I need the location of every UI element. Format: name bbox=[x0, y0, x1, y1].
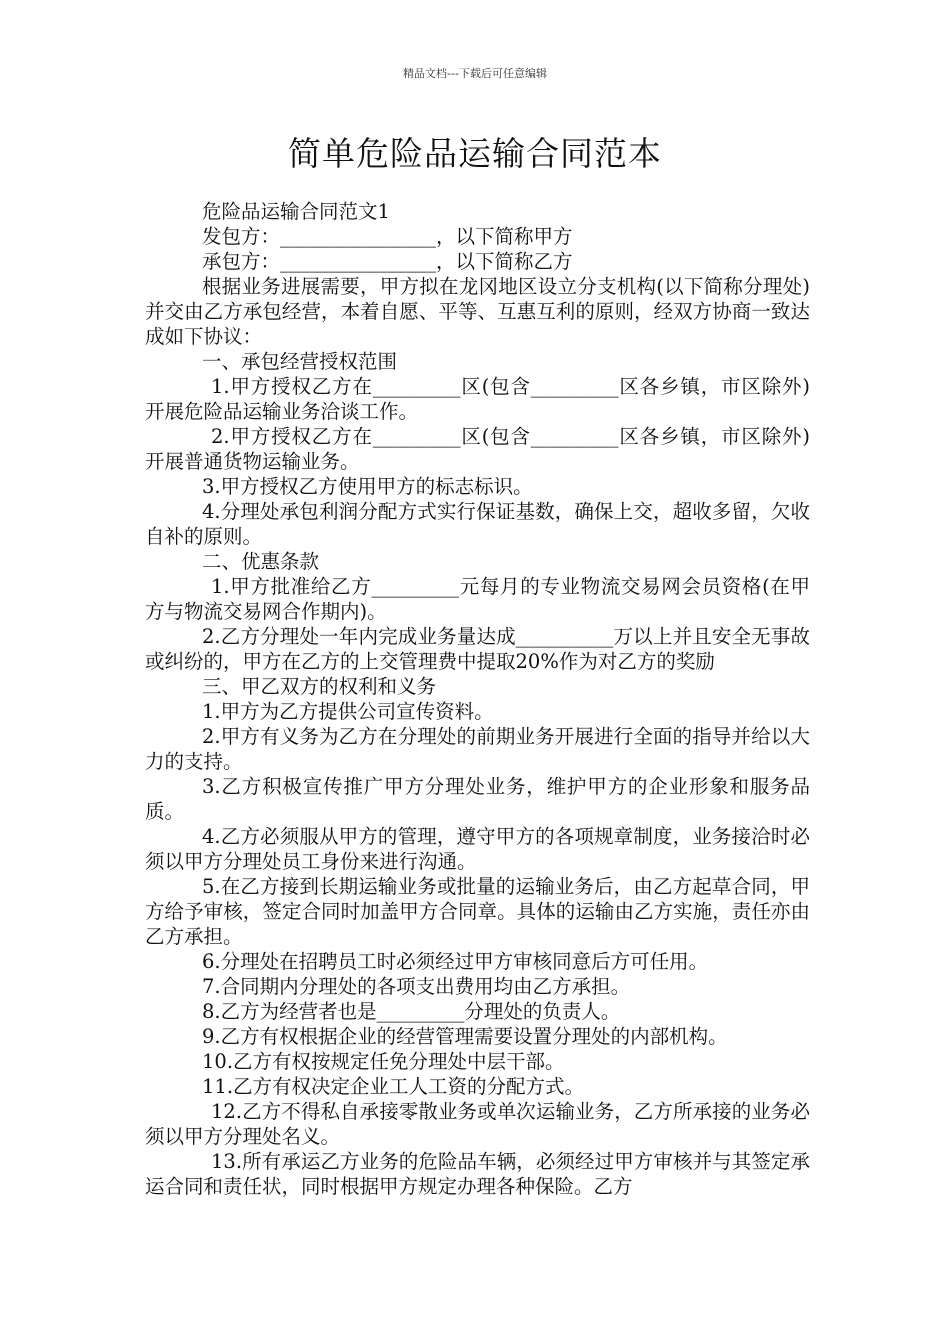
paragraph: 3.甲方授权乙方使用甲方的标志标识。 bbox=[202, 475, 533, 498]
document-body bbox=[145, 199, 810, 1199]
paragraph: 三、甲乙双方的权利和义务 bbox=[202, 675, 437, 698]
paragraph: 二、优惠条款 bbox=[202, 550, 320, 573]
paragraph: 1.甲方批准给乙方_________元每月的专业物流交易网会员资格(在甲方与物流交易网合作期内)。 bbox=[145, 575, 810, 623]
paragraph: 11.乙方有权决定企业工人工资的分配方式。 bbox=[202, 1075, 585, 1098]
paragraph: 承包方：________________，以下简称乙方 bbox=[202, 250, 573, 273]
paragraph: 8.乙方为经营者也是_________分理处的负责人。 bbox=[202, 1000, 621, 1023]
page-title: 简单危险品运输合同范本 bbox=[288, 134, 662, 173]
paragraph: 2.甲方有义务为乙方在分理处的前期业务开展进行全面的指导并给以大力的支持。 bbox=[145, 725, 810, 773]
paragraph: 7.合同期内分理处的各项支出费用均由乙方承担。 bbox=[202, 975, 631, 998]
paragraph: 10.乙方有权按规定任免分理处中层干部。 bbox=[202, 1050, 565, 1073]
paragraph: 一、承包经营授权范围 bbox=[202, 350, 398, 373]
paragraph: 根据业务进展需要，甲方拟在龙冈地区设立分支机构(以下简称分理处)并交由乙方承包经营，本着自愿、平等、互惠互利的原则，经双方协商一致达成如下协议： bbox=[145, 275, 810, 348]
paragraph: 4.分理处承包利润分配方式实行保证基数，确保上交，超收多留，欠收自补的原则。 bbox=[145, 500, 810, 548]
paragraph: 发包方：________________，以下简称甲方 bbox=[202, 225, 573, 248]
paragraph: 1.甲方为乙方提供公司宣传资料。 bbox=[202, 700, 494, 723]
paragraph: 12.乙方不得私自承接零散业务或单次运输业务，乙方所承接的业务必须以甲方分理处名义。 bbox=[145, 1100, 810, 1148]
paragraph: 危险品运输合同范文1 bbox=[202, 200, 390, 223]
paragraph: 13.所有承运乙方业务的危险品车辆，必须经过甲方审核并与其签定承运合同和责任状，同时根据甲方规定办理各种保险。乙方 bbox=[145, 1150, 810, 1198]
paragraph: 1.甲方授权乙方在_________区(包含_________区各乡镇，市区除外)开展危险品运输业务洽谈工作。 bbox=[145, 375, 810, 423]
paragraph: 4.乙方必须服从甲方的管理，遵守甲方的各项规章制度，业务接洽时必须以甲方分理处员工身份来进行沟通。 bbox=[145, 825, 810, 873]
paragraph: 9.乙方有权根据企业的经营管理需要设置分理处的内部机构。 bbox=[202, 1025, 728, 1048]
paragraph: 3.乙方积极宣传推广甲方分理处业务，维护甲方的企业形象和服务品质。 bbox=[145, 775, 810, 823]
paragraph: 2.乙方分理处一年内完成业务量达成__________万以上并且安全无事故或纠纷的，甲方在乙方的上交管理费中提取20%作为对乙方的奖励 bbox=[145, 625, 810, 673]
paragraph: 5.在乙方接到长期运输业务或批量的运输业务后，由乙方起草合同，甲方给予审核，签定合同时加盖甲方合同章。具体的运输由乙方实施，责任亦由乙方承担。 bbox=[145, 875, 810, 948]
paragraph: 6.分理处在招聘员工时必须经过甲方审核同意后方可任用。 bbox=[202, 950, 709, 973]
header-watermark: 精品文档---下载后可任意编辑 bbox=[403, 67, 547, 80]
paragraph: 2.甲方授权乙方在_________区(包含_________区各乡镇，市区除外)开展普通货物运输业务。 bbox=[145, 425, 810, 473]
